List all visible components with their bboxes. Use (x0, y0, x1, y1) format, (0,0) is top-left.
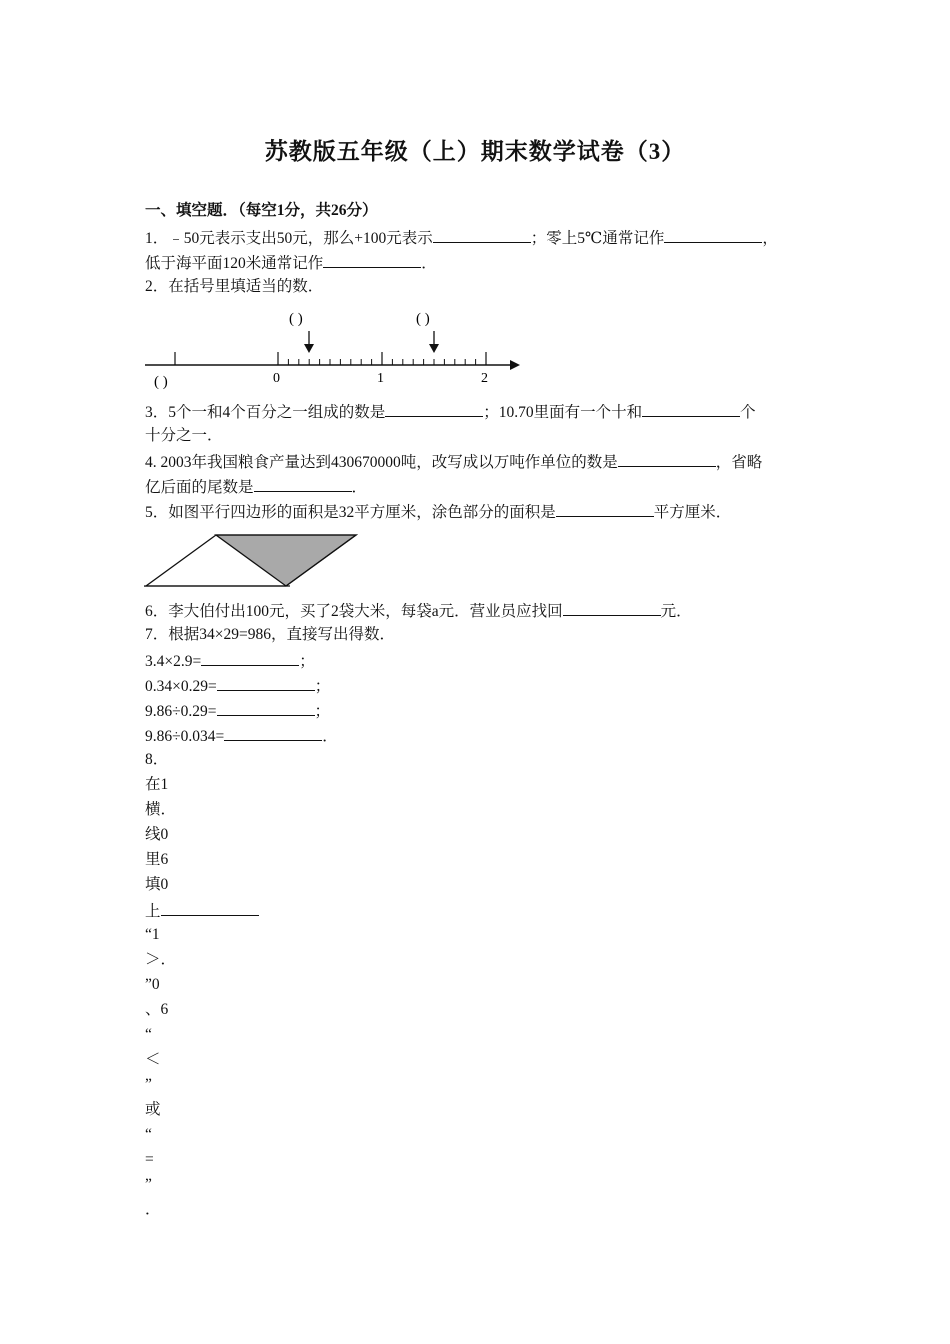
answer-blank[interactable] (563, 600, 661, 616)
number-line-figure (140, 300, 530, 395)
q6-text-b: 元． (660, 603, 692, 620)
q8-line: “ (145, 1026, 152, 1043)
answer-blank[interactable] (161, 900, 259, 916)
shaded-triangle (216, 535, 356, 586)
q1-text-e: ． (421, 255, 437, 272)
q7-end: ； (314, 678, 331, 695)
q7-end: ． (322, 728, 338, 745)
q5-text-a: 5．如图平行四边形的面积是32平方厘米，涂色部分的面积是 (145, 504, 556, 521)
parallelogram-figure (140, 530, 365, 592)
q8-line: 8． (145, 751, 169, 768)
q8-line: 、6 (145, 1001, 169, 1018)
q3-text-a: 3．5个一和4个百分之一组成的数是 (145, 404, 386, 421)
q8-line: 里6 (145, 851, 169, 868)
q1-text-b: ；零上5℃通常记作 (530, 230, 665, 247)
question-4-line-1 (145, 451, 762, 473)
q8-line: ． (145, 1201, 161, 1218)
q7-item (145, 700, 330, 722)
tick-label-1: 1 (377, 371, 384, 386)
tick-label-0: 0 (273, 371, 280, 386)
page-title: 苏教版五年级（上）期末数学试卷（3） (264, 139, 686, 164)
number-line-paren-1: ( ) (289, 311, 303, 327)
q7-item (145, 650, 315, 672)
q4-text-a: 4. 2003年我国粮食产量达到430670000吨，改写成以万吨作单位的数是 (145, 454, 618, 471)
q4-text-d: ． (351, 479, 368, 496)
answer-blank[interactable] (201, 650, 299, 666)
q7-expr: 9.86÷0.034= (145, 728, 225, 745)
question-6 (145, 600, 692, 622)
answer-blank[interactable] (217, 700, 315, 716)
q8-line: 在1 (145, 776, 169, 793)
q8-line: 或 (145, 1101, 161, 1118)
answer-blank[interactable] (254, 476, 352, 492)
question-5 (145, 501, 731, 523)
q8-line (145, 900, 259, 922)
answer-blank[interactable] (664, 227, 762, 243)
q8-line: ” (145, 1176, 152, 1193)
arrow-1-head (304, 344, 314, 353)
q3-text-b: ；10.70里面有一个十和 (483, 404, 643, 421)
q6-text-a: 6．李大伯付出100元，买了2袋大米，每袋a元．营业员应找回 (145, 603, 563, 620)
q8-line: “1 (145, 926, 160, 943)
q7-expr: 3.4×2.9= (145, 653, 202, 670)
question-3-line-1 (145, 401, 756, 423)
number-line-bottom-paren: ( ) (154, 374, 168, 390)
q7-expr: 0.34×0.29= (145, 678, 217, 695)
q4-text-b: ，省略 (715, 454, 763, 471)
q4-text-c: 亿后面的尾数是 (145, 479, 254, 496)
q8-line: 横． (145, 801, 177, 818)
q1-text-c: ， (762, 230, 778, 247)
q3-text-c: 个 (740, 404, 756, 421)
answer-blank[interactable] (642, 401, 740, 417)
answer-blank[interactable] (556, 501, 654, 517)
q8-line: 填0 (145, 876, 169, 893)
question-2: 2．在括号里填适当的数． (145, 278, 324, 295)
q7-end: ； (299, 653, 315, 670)
q1-text-a: 1．﹣50元表示支出50元，那么+100元表示 (145, 230, 433, 247)
question-1-line-1 (145, 227, 778, 249)
q8-line: = (145, 1151, 154, 1168)
q1-text-d: 低于海平面120米通常记作 (145, 255, 324, 272)
arrow-2-head (429, 344, 439, 353)
question-7-intro: 7．根据34×29=986，直接写出得数． (145, 626, 395, 643)
q8-line: ” (145, 1076, 152, 1093)
q7-item (145, 675, 330, 697)
q8-line: ＜ (145, 1051, 161, 1068)
q7-item (145, 725, 338, 747)
answer-blank[interactable] (217, 675, 315, 691)
question-4-line-2 (145, 476, 367, 498)
answer-blank[interactable] (385, 401, 483, 417)
answer-blank[interactable] (433, 227, 531, 243)
answer-blank[interactable] (618, 451, 716, 467)
q7-expr: 9.86÷0.29= (145, 703, 217, 720)
q8-line: “ (145, 1126, 152, 1143)
question-3-line-2: 十分之一． (145, 427, 223, 444)
answer-blank[interactable] (323, 252, 421, 268)
q8-line: 线0 (145, 826, 169, 843)
tick-label-2: 2 (481, 371, 488, 386)
q7-end: ； (314, 703, 331, 720)
q8-line: ”0 (145, 976, 160, 993)
number-line-arrowhead (510, 360, 520, 370)
q5-text-b: 平方厘米． (653, 504, 732, 521)
question-1-line-2 (145, 252, 437, 274)
q8-line: ＞． (145, 951, 177, 968)
answer-blank[interactable] (224, 725, 322, 741)
number-line-paren-2: ( ) (416, 311, 430, 327)
section-heading: 一、填空题．（每空1分，共26分） (145, 202, 378, 219)
q8-text: 上 (145, 903, 161, 920)
